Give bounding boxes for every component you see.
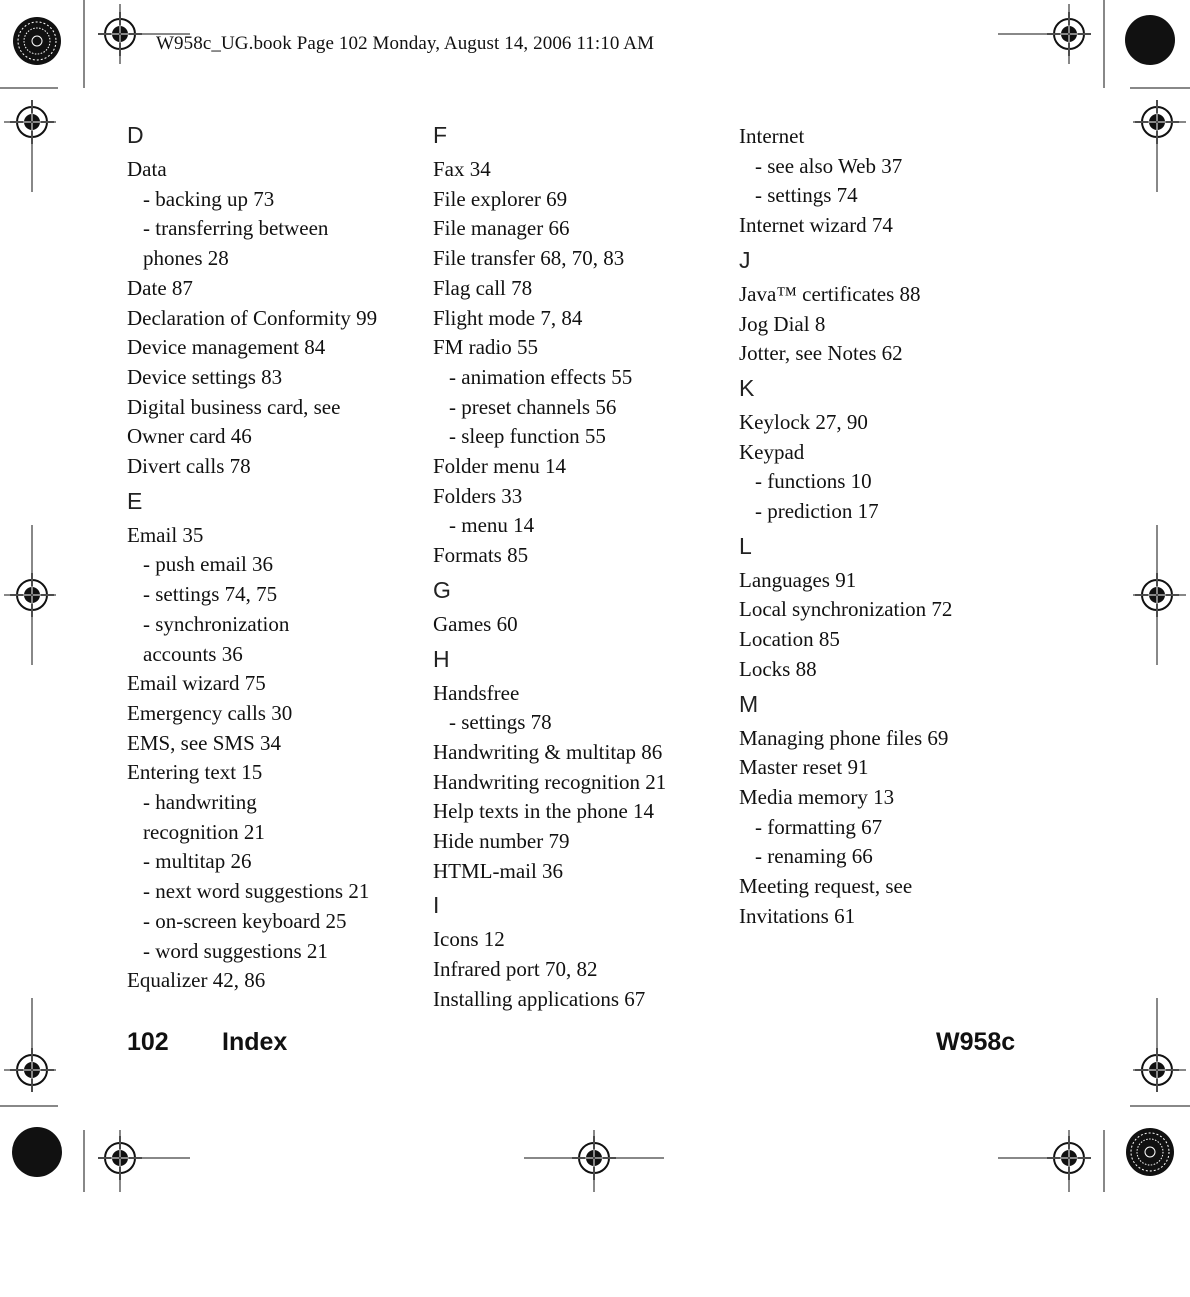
index-subentry: - preset channels 56	[449, 394, 617, 419]
index-entry: Location 85	[739, 627, 840, 652]
index-entry: Declaration of Conformity 99	[127, 305, 378, 330]
index-entry: Handwriting recognition 21	[433, 769, 667, 794]
index-entry: Handsfree	[433, 680, 520, 705]
index-entry: Java™ certificates 88	[739, 281, 921, 306]
index-entry: Local synchronization 72	[739, 597, 953, 622]
index-letter-heading: I	[433, 892, 440, 919]
index-entry: Fax 34	[433, 157, 491, 181]
solid-dot-icon	[1125, 15, 1175, 65]
index-group	[433, 646, 733, 887]
index-letter-heading: H	[433, 645, 450, 672]
index-entry: Internet	[739, 124, 805, 148]
page-number: 102	[127, 1028, 169, 1056]
index-subentry: - renaming 66	[755, 844, 873, 869]
index-entry: Managing phone files 69	[739, 725, 949, 750]
index-entry: Infrared port 70, 82	[433, 957, 598, 982]
index-subentry: - menu 14	[449, 513, 535, 538]
index-letter-heading: G	[433, 576, 451, 603]
index-subentry: - multitap 26	[143, 849, 252, 874]
index-entry: Equalizer 42, 86	[127, 968, 266, 993]
index-letter-heading: L	[739, 532, 752, 559]
model-name: W958c	[936, 1028, 1016, 1056]
index-subentry: - settings 74	[755, 183, 858, 208]
index-entry: Jotter, see Notes 62	[739, 341, 903, 366]
index-entry: Date 87	[127, 275, 193, 300]
section-title: Index	[222, 1028, 288, 1056]
index-entry: Device settings 83	[127, 364, 283, 389]
index-entry: Hide number 79	[433, 829, 570, 854]
index-subentry: - handwriting	[143, 790, 257, 815]
index-group	[433, 892, 733, 1014]
index-column-2	[433, 122, 733, 1021]
index-group	[433, 577, 733, 640]
index-subentry: - next word suggestions 21	[143, 879, 370, 904]
index-entry: Internet wizard 74	[739, 213, 893, 238]
index-entry: Digital business card, see	[127, 394, 341, 419]
index-entry: File transfer 68, 70, 83	[433, 246, 625, 271]
index-subentry: - prediction 17	[755, 499, 879, 524]
index-entry: Jog Dial 8	[739, 311, 826, 336]
index-entry: Help texts in the phone 14	[433, 799, 655, 824]
index-entry: Folder menu 14	[433, 454, 566, 479]
index-entry: EMS, see SMS 34	[127, 730, 282, 755]
index-subentry: - synchronization	[143, 611, 290, 636]
index-subentry: - transferring between	[143, 216, 329, 241]
index-entry: Data	[127, 157, 167, 181]
index-entry: accounts 36	[143, 641, 243, 666]
index-subentry: - backing up 73	[143, 186, 275, 211]
index-group	[127, 122, 427, 482]
index-entry: File manager 66	[433, 216, 570, 241]
index-entry: Flight mode 7, 84	[433, 305, 583, 330]
index-subentry: - on-screen keyboard 25	[143, 908, 347, 933]
index-group	[739, 122, 1039, 241]
index-entry: Meeting request, see	[739, 874, 913, 899]
index-group	[739, 533, 1039, 685]
index-group	[739, 691, 1039, 932]
print-slug: W958c_UG.book Page 102 Monday, August 14, 2006 11:10 AM	[156, 33, 655, 54]
index-column-3	[739, 122, 1039, 937]
index-letter-heading: J	[739, 246, 751, 273]
index-entry: Master reset 91	[739, 755, 869, 780]
index-letter-heading: M	[739, 690, 759, 717]
index-subentry: - word suggestions 21	[143, 938, 328, 963]
index-entry: Device management 84	[127, 335, 326, 360]
index-group	[127, 488, 427, 996]
index-entry: Formats 85	[433, 543, 529, 568]
index-column-1	[127, 122, 427, 1002]
index-entry: Owner card 46	[127, 424, 252, 449]
index-subentry: - see also Web 37	[755, 153, 903, 178]
index-entry: Installing applications 67	[433, 986, 646, 1011]
index-group	[433, 122, 733, 571]
index-entry: Keylock 27, 90	[739, 409, 868, 434]
index-entry: Keypad	[739, 439, 805, 464]
index-letter-heading: E	[127, 487, 143, 514]
index-letter-heading: D	[127, 122, 144, 148]
index-entry: Games 60	[433, 611, 518, 636]
solid-dot-icon	[12, 1127, 62, 1177]
index-subentry: - sleep function 55	[449, 424, 606, 449]
index-subentry: - settings 78	[449, 710, 552, 735]
index-entry: HTML-mail 36	[433, 858, 564, 883]
index-subentry: - formatting 67	[755, 814, 883, 839]
index-entry: phones 28	[143, 246, 229, 271]
color-bar-icon	[13, 17, 61, 65]
index-entry: Emergency calls 30	[127, 700, 293, 725]
index-entry: Folders 33	[433, 483, 523, 508]
index-entry: File explorer 69	[433, 186, 568, 211]
index-entry: Invitations 61	[739, 903, 856, 928]
index-entry: recognition 21	[143, 819, 265, 844]
index-entry: Locks 88	[739, 656, 817, 681]
index-entry: FM radio 55	[433, 335, 538, 360]
index-entry: Flag call 78	[433, 275, 533, 300]
index-letter-heading: F	[433, 122, 448, 148]
index-subentry: - animation effects 55	[449, 364, 633, 389]
index-entry: Languages 91	[739, 567, 857, 592]
index-entry: Entering text 15	[127, 760, 263, 785]
index-group	[739, 247, 1039, 369]
index-entry: Media memory 13	[739, 784, 895, 809]
color-bar-icon	[1126, 1128, 1174, 1176]
index-subentry: - functions 10	[755, 469, 872, 494]
index-entry: Divert calls 78	[127, 454, 251, 479]
index-subentry: - push email 36	[143, 552, 274, 577]
index-letter-heading: K	[739, 374, 755, 401]
index-entry: Handwriting & multitap 86	[433, 739, 663, 764]
index-entry: Icons 12	[433, 927, 505, 952]
index-group	[739, 375, 1039, 527]
index-subentry: - settings 74, 75	[143, 582, 278, 607]
index-entry: Email wizard 75	[127, 671, 266, 696]
index-entry: Email 35	[127, 522, 204, 547]
